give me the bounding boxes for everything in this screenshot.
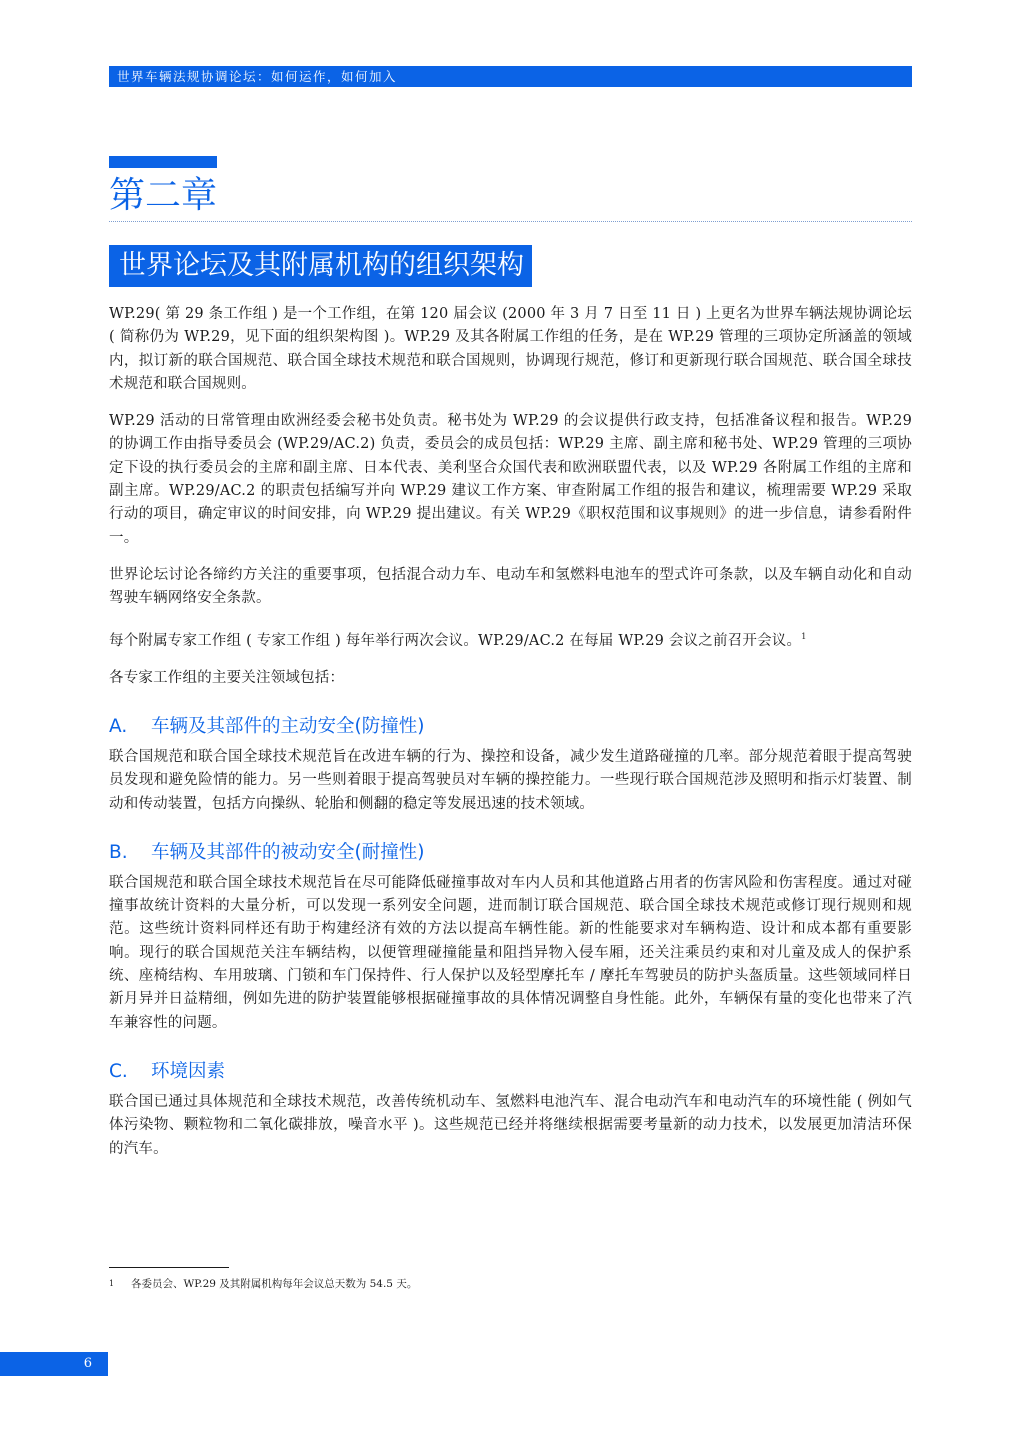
subsection-letter: A. [109,715,128,737]
footnote-number: 1 [109,1279,115,1288]
subsection-body-a: 联合国规范和联合国全球技术规范旨在改进车辆的行为、操控和设备，减少发生道路碰撞的几率。部分规范着眼于提高驾驶员发现和避免险情的能力。另一些则着眼于提高驾驶员对车辆的操控能力。一些现行联合国规范涉及照明和指示灯装置、制动和传动装置，包括方向操纵、轮胎和侧翻的稳定等发展迅速的技术领域。 [109,748,912,812]
paragraph-2: WP.29 活动的日常管理由欧洲经委会秘书处负责。秘书处为 WP.29 的会议提供行政支持，包括准备议程和报告。WP.29 的协调工作由指导委员会 (WP.29/AC.2) 负责，委员会的成员包括：WP.29 主席、副主席和秘书处、WP.29 管理的三项协定下设的执行委员会的主席和副主席、日本代表、美利坚合众国代表和欧洲联盟代表，以及 WP.29 各附属工作组的主席和副主席。WP.29/AC.2 的职责包括编写并向 WP.29 建议工作方案、审查附属工作组的报告和建议，梳理需要 WP.29 采取行动的项目，确定审议的时间安排，向 WP.29 提出建议。有关 WP.29《职权范围和议事规则》的进一步信息，请参看附件一。 [109,413,912,546]
paragraph-3: 世界论坛讨论各缔约方关注的重要事项，包括混合动力车、电动车和氢燃料电池车的型式许可条款，以及车辆自动化和自动驾驶车辆网络安全条款。 [109,566,912,607]
subsection-heading-text: 环境因素 [151,1060,226,1082]
footnote [109,1276,912,1292]
subsection-heading-c [109,1059,912,1085]
body-content [109,303,912,1175]
subsection-heading-a [109,714,912,740]
chapter-title: 第二章 [109,175,218,216]
subsection-letter: B. [109,841,128,863]
paragraph-5: 各专家工作组的主要关注领域包括： [109,669,345,686]
paragraph-1: WP.29( 第 29 条工作组 ) 是一个工作组，在第 120 届会议 (2000 年 3 月 7 日至 11 日 ) 上更名为世界车辆法规协调论坛 ( 简称仍为 WP.29，见下面的组织架构图 )。WP.29 及其各附属工作组的任务，是在 WP.29 管理的三项协定所涵盖的领域内，拟订新的联合国规范、联合国全球技术规范和联合国规则，协调现行规范，修订和更新现行联合国规范、联合国全球技术规范和联合国规则。 [109,306,912,392]
subsection-heading-text: 车辆及其部件的主动安全(防撞性) [151,715,425,737]
section-title: 世界论坛及其附属机构的组织架构 [109,245,532,287]
subsection-heading-b [109,840,912,866]
footnote-divider [109,1267,229,1268]
page-number: 6 [0,1352,108,1376]
subsection-letter: C. [109,1060,128,1082]
footnote-reference[interactable]: 1 [801,631,807,641]
footnote-text: 各委员会、WP.29 及其附属机构每年会议总天数为 54.5 天。 [131,1278,418,1290]
subsection-body-c: 联合国已通过具体规范和全球技术规范，改善传统机动车、氢燃料电池汽车、混合电动汽车和电动汽车的环境性能 ( 例如气体污染物、颗粒物和二氧化碳排放，噪音水平 )。这些规范已经并将继续根据需要考量新的动力技术，以发展更加清洁环保的汽车。 [109,1093,912,1157]
paragraph-4-text: 每个附属专家工作组 ( 专家工作组 ) 每年举行两次会议。WP.29/AC.2 在每届 WP.29 会议之前召开会议。 [109,632,802,649]
dotted-divider [109,221,912,222]
subsection-body-b: 联合国规范和联合国全球技术规范旨在尽可能降低碰撞事故对车内人员和其他道路占用者的伤害风险和伤害程度。通过对碰撞事故统计资料的大量分析，可以发现一系列安全问题，进而制订联合国规范、联合国全球技术规范或修订现行规则和规范。这些统计资料同样还有助于构建经济有效的方法以提高车辆性能。新的性能要求对车辆构造、设计和成本都有重要影响。现行的联合国规范关注车辆结构，以便管理碰撞能量和阻挡异物入侵车厢，还关注乘员约束和对儿童及成人的保护系统、座椅结构、车用玻璃、门锁和车门保持件、行人保护以及轻型摩托车 / 摩托车驾驶员的防护头盔质量。这些领域同样日新月异并日益精细，例如先进的防护装置能够根据碰撞事故的具体情况调整自身性能。此外，车辆保有量的变化也带来了汽车兼容性的问题。 [109,874,912,1031]
paragraph-4 [109,625,912,653]
running-header: 世界车辆法规协调论坛：如何运作，如何加入 [109,66,912,87]
chapter-accent-bar [109,156,217,168]
subsection-heading-text: 车辆及其部件的被动安全(耐撞性) [151,841,425,863]
